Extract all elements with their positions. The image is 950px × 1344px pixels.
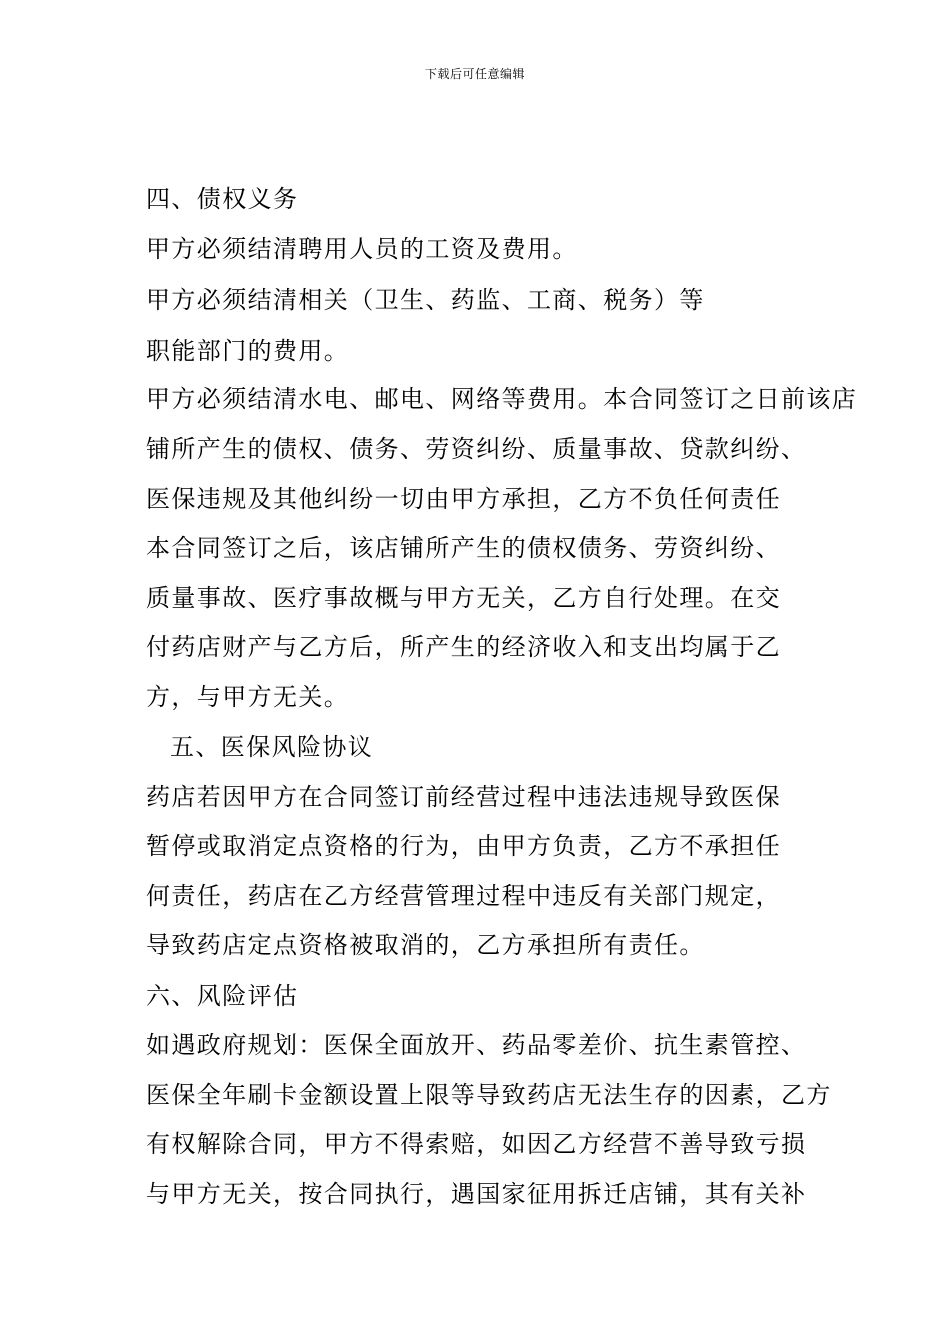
body-line: 职能部门的费用。 (146, 337, 350, 365)
body-line: 如遇政府规划：医保全面放开、药品零差价、抗生素管控、 (146, 1031, 807, 1059)
body-line: 质量事故、医疗事故概与甲方无关，乙方自行处理。在交 (146, 584, 781, 612)
section-heading-5: 五、医保风险协议 (170, 733, 374, 761)
body-line: 铺所产生的债权、债务、劳资纠纷、质量事故、贷款纠纷、 (146, 435, 807, 463)
body-line: 甲方必须结清聘用人员的工资及费用。 (146, 235, 578, 263)
body-line: 付药店财产与乙方后，所产生的经济收入和支出均属于乙 (146, 633, 781, 661)
body-line: 有权解除合同，甲方不得索赔，如因乙方经营不善导致亏损 (146, 1130, 807, 1158)
body-line: 甲方必须结清相关（卫生、药监、工商、税务）等 (146, 286, 705, 314)
body-line: 本合同签订之后，该店铺所产生的债权债务、劳资纠纷、 (146, 534, 781, 562)
body-line: 导致药店定点资格被取消的，乙方承担所有责任。 (146, 931, 705, 959)
page-header: 下载后可任意编辑 (424, 67, 525, 81)
section-heading-6: 六、风险评估 (146, 982, 299, 1010)
body-line: 医保违规及其他纠纷一切由甲方承担，乙方不负任何责任 (146, 485, 781, 513)
body-line: 暂停或取消定点资格的行为，由甲方负责，乙方不承担任 (146, 832, 781, 860)
body-line: 何责任，药店在乙方经营管理过程中违反有关部门规定， (146, 882, 781, 910)
body-line: 药店若因甲方在合同签订前经营过程中违法违规导致医保 (146, 783, 781, 811)
body-line: 甲方必须结清水电、邮电、网络等费用。本合同签订之日前该店 (146, 385, 858, 413)
body-line: 医保全年刷卡金额设置上限等导致药店无法生存的因素，乙方 (146, 1081, 832, 1109)
body-line: 方，与甲方无关。 (146, 683, 350, 711)
body-line: 与甲方无关，按合同执行，遇国家征用拆迁店铺，其有关补 (146, 1180, 807, 1208)
section-heading-4: 四、债权义务 (146, 185, 299, 213)
